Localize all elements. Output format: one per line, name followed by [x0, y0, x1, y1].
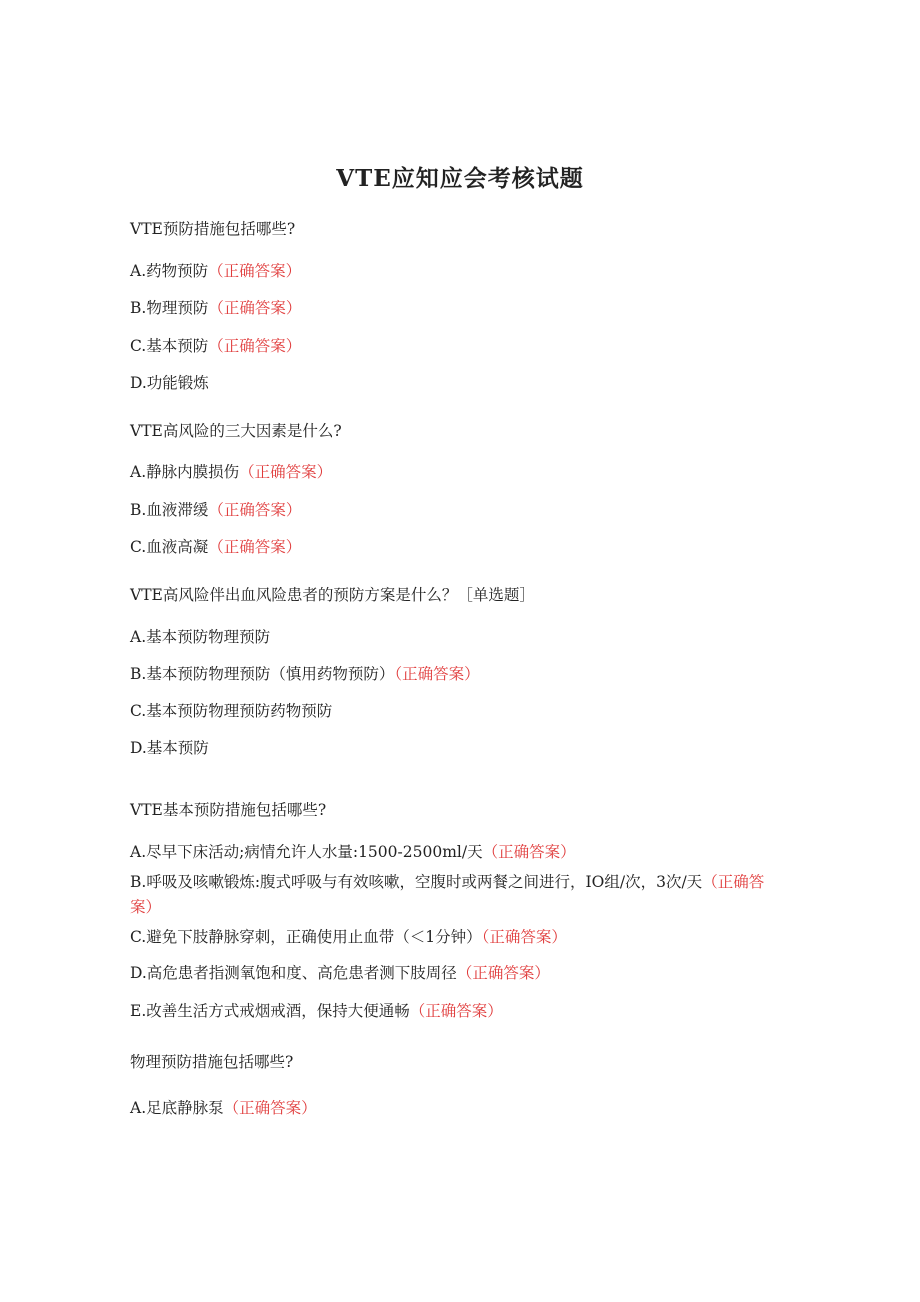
option-text: E.改善生活方式戒烟戒酒，保持大便通畅 — [130, 1002, 410, 1020]
option-text: D.高危患者指测氧饱和度、高危患者测下肢周径 — [130, 964, 457, 982]
question-1: VTE预防措施包括哪些? — [130, 220, 296, 238]
option-text: B.物理预防 — [130, 299, 209, 317]
question-5: 物理预防措施包括哪些? — [130, 1053, 294, 1071]
option-text: A.尽早下床活动;病情允许人水量:1500-2500ml/天 — [130, 843, 483, 861]
option-text: A.基本预防物理预防 — [130, 628, 271, 646]
option-text: C.血液高凝 — [130, 538, 209, 556]
correct-answer-mark: （正确答案） — [394, 665, 480, 683]
correct-answer-mark: （正确答案） — [482, 843, 576, 861]
correct-answer-mark: （正确答案） — [409, 1002, 503, 1020]
correct-answer-mark: （正确答案） — [208, 538, 302, 556]
option-text: C.基本预防 — [130, 337, 209, 355]
correct-answer-mark: （正确答案） — [456, 964, 550, 982]
correct-answer-mark: （正确答案） — [208, 299, 302, 317]
q2-option-c — [130, 537, 301, 557]
q4-option-b — [130, 870, 780, 920]
q4-option-e — [130, 1001, 503, 1021]
q3-option-a — [130, 627, 270, 647]
option-text: D.功能锻炼 — [130, 374, 209, 392]
correct-answer-mark: （正确答案） — [208, 501, 302, 519]
option-text: C.基本预防物理预防药物预防 — [130, 702, 333, 720]
correct-answer-mark: （正确答案） — [239, 463, 333, 481]
option-text: A.足底静脉泵 — [130, 1099, 224, 1117]
q4-option-a — [130, 842, 576, 862]
q2-option-a — [130, 462, 332, 482]
q3-option-b — [130, 664, 480, 684]
correct-answer-mark: （正确答案） — [481, 928, 567, 946]
option-text: D.基本预防 — [130, 739, 209, 757]
q3-option-c — [130, 701, 332, 721]
correct-answer-mark: （正确答案） — [208, 337, 302, 355]
q1-option-c — [130, 336, 301, 356]
document-title: VTE应知应会考核试题 — [336, 165, 584, 192]
question-2: VTE高风险的三大因素是什么? — [130, 422, 342, 440]
q1-option-d — [130, 373, 209, 393]
option-text: B.呼吸及咳嗽锻炼:腹式呼吸与有效咳嗽，空腹时或两餐之间进行，IO组/次，3次/天 — [130, 873, 703, 891]
option-text: B.基本预防物理预防（慎用药物预防） — [130, 665, 395, 683]
option-text: C.避免下肢静脉穿刺，正确使用止血带（＜1分钟） — [130, 928, 482, 946]
q4-option-c — [130, 927, 567, 947]
q3-option-d — [130, 738, 209, 758]
question-3: VTE高风险伴出血风险患者的预防方案是什么？［单选题］ — [130, 586, 535, 604]
option-text: A.药物预防 — [130, 262, 209, 280]
question-4: VTE基本预防措施包括哪些? — [130, 801, 327, 819]
q1-option-b — [130, 298, 301, 318]
q5-option-a — [130, 1098, 317, 1118]
correct-answer-mark: （正确答案） — [223, 1099, 317, 1117]
q1-option-a — [130, 261, 301, 281]
q4-option-d — [130, 963, 550, 983]
correct-answer-mark: （正确答案） — [130, 873, 765, 916]
correct-answer-mark: （正确答案） — [208, 262, 302, 280]
option-text: A.静脉内膜损伤 — [130, 463, 240, 481]
q2-option-b — [130, 500, 301, 520]
option-text: B.血液滞缓 — [130, 501, 209, 519]
